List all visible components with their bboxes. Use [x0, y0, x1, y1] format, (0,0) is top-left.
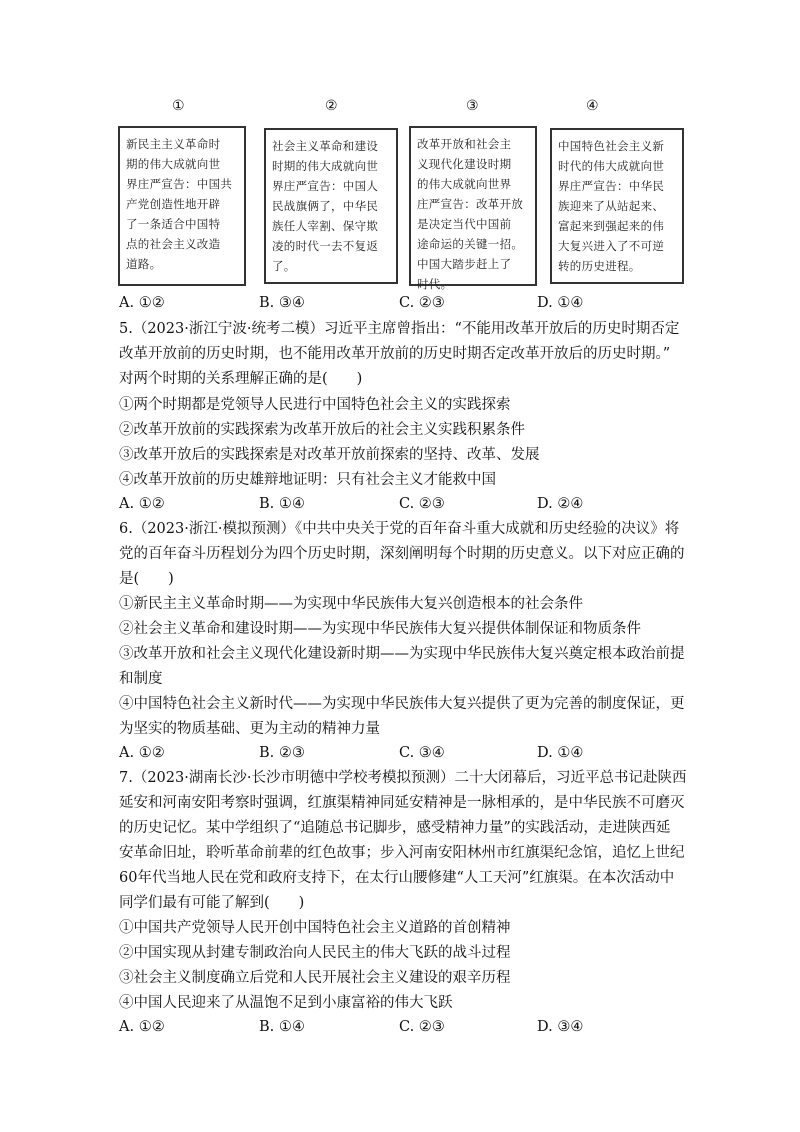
box-line: 新民主主义革命时: [126, 137, 221, 151]
box-line: 改革开放和社会主: [417, 137, 512, 151]
q7-option-c[interactable]: C. ②③: [399, 1019, 445, 1035]
q4-option-c[interactable]: C. ②③: [399, 295, 445, 311]
box-line: 了。: [272, 259, 296, 273]
box-line: 富起来到强起来的伟: [558, 219, 665, 233]
box-line: 界庄严宣告：中国人: [272, 179, 379, 193]
box-line: 的伟大成就向世界: [417, 177, 512, 191]
q7-option-d[interactable]: D. ③④: [537, 1019, 584, 1035]
box-line: 庄严宣告：改革开放: [417, 197, 524, 211]
q6-stem-line: 党的百年奋斗历程划分为四个历史时期，深刻阐明每个时期的历史意义。以下对应正确的: [119, 546, 685, 562]
q6-option-d[interactable]: D. ①④: [537, 745, 584, 761]
q7-statement: ③社会主义制度确立后党和人民开展社会主义建设的艰辛历程: [119, 970, 511, 986]
figure-label-1: ①: [172, 98, 185, 114]
q7-stem-line: 60年代当地人民在党和政府支持下，在太行山腰修建“人工天河”红旗渠。在本次活动中: [119, 870, 675, 886]
box-line: 期的伟大成就向世: [126, 157, 221, 171]
q5-option-a[interactable]: A. ①②: [119, 496, 165, 512]
box-line: 中国大踏步赶上了: [417, 257, 512, 271]
q7-option-b[interactable]: B. ①④: [259, 1019, 305, 1035]
box-line: 了一条适合中国特: [126, 217, 221, 231]
q7-option-a[interactable]: A. ①②: [119, 1019, 165, 1035]
q4-options: [119, 292, 719, 314]
q7-statement: ①中国共产党领导人民开创中国特色社会主义道路的首创精神: [119, 920, 511, 936]
q6-statement: 和制度: [119, 671, 163, 687]
q6-option-c[interactable]: C. ③④: [399, 745, 445, 761]
q5-option-b[interactable]: B. ①④: [259, 496, 305, 512]
q5-option-d[interactable]: D. ②④: [537, 496, 584, 512]
q6-statement: ④中国特色社会主义新时代——为实现中华民族伟大复兴提供了更为完善的制度保证，更: [119, 696, 685, 712]
box-line: 时代的伟大成就向世: [558, 159, 665, 173]
q5-options: [119, 493, 719, 515]
q6-options: [119, 742, 719, 764]
q5-stem-line: 5.（2023·浙江宁波·统考二模）习近平主席曾指出：“不能用改革开放后的历史时期否定: [119, 321, 680, 337]
figure-box-3: [409, 126, 537, 291]
q6-option-a[interactable]: A. ①②: [119, 745, 165, 761]
q7-stem-line: 延安和河南安阳考察时强调，红旗渠精神同延安精神是一脉相承的，是中华民族不可磨灭: [119, 795, 685, 811]
box-line: 产党创造性地开辟: [126, 197, 221, 211]
q7-statement: ④中国人民迎来了从温饱不足到小康富裕的伟大飞跃: [119, 995, 453, 1011]
box-line: 凌的时代一去不复返: [272, 239, 379, 253]
q7-stem-line: 的历史记忆。某中学组织了“追随总书记脚步，感受精神力量”的实践活动，走进陕西延: [119, 820, 671, 836]
figure-box-2: [264, 128, 398, 284]
box-line: 是决定当代中国前: [417, 217, 512, 231]
box-line: 时期的伟大成就向世: [272, 159, 379, 173]
q5-stem-line: 对两个时期的关系理解正确的是( ): [119, 371, 363, 387]
box-line: 途命运的关键一招。: [417, 237, 524, 251]
q7-options: [119, 1016, 719, 1038]
box-line: 族任人宰割、保守欺: [272, 219, 379, 233]
q6-statement: ①新民主主义革命时期——为实现中华民族伟大复兴创造根本的社会条件: [119, 596, 583, 612]
q7-stem-line: 7.（2023·湖南长沙·长沙市明德中学校考模拟预测）二十大闭幕后，习近平总书记赴陕西: [119, 770, 687, 786]
q4-option-b[interactable]: B. ③④: [259, 295, 305, 311]
q6-stem-line: 是( ): [119, 571, 174, 587]
box-line: 道路。: [126, 257, 162, 271]
box-line: 义现代化建设时期: [417, 157, 512, 171]
q5-statement: ④改革开放前的历史雄辩地证明：只有社会主义才能救中国: [119, 472, 496, 488]
q7-stem-line: 同学们最有可能了解到( ): [119, 895, 305, 911]
box-line: 社会主义革命和建设: [272, 139, 379, 153]
figure-label-2: ②: [325, 98, 338, 114]
q5-option-c[interactable]: C. ②③: [399, 496, 445, 512]
box-line: 民战旗俩了，中华民: [272, 199, 379, 213]
box-line: 转的历史进程。: [558, 259, 641, 273]
q4-option-d[interactable]: D. ①④: [537, 295, 584, 311]
q6-statement: ②社会主义革命和建设时期——为实现中华民族伟大复兴提供体制保证和物质条件: [119, 621, 641, 637]
figure-box-4: [550, 128, 684, 284]
q6-statement: 为坚实的物质基础、更为主动的精神力量: [119, 721, 380, 737]
figure-label-4: ④: [586, 98, 599, 114]
q6-statement: ③改革开放和社会主义现代化建设新时期——为实现中华民族伟大复兴奠定根本政治前提: [119, 646, 685, 662]
q5-statement: ②改革开放前的实践探索为改革开放后的社会主义实践积累条件: [119, 422, 525, 438]
box-line: 时代。: [417, 277, 453, 291]
q7-statement: ②中国实现从封建专制政治向人民民主的伟大飞跃的战斗过程: [119, 945, 511, 961]
q6-option-b[interactable]: B. ②③: [259, 745, 305, 761]
q7-stem-line: 安革命旧址，聆听革命前辈的红色故事；步入河南安阳林州市红旗渠纪念馆，追忆上世纪: [119, 845, 685, 861]
q4-option-a[interactable]: A. ①②: [119, 295, 165, 311]
q5-stem-line: 改革开放前的历史时期，也不能用改革开放前的历史时期否定改革开放后的历史时期。”: [119, 346, 671, 362]
q5-statement: ③改革开放后的实践探索是对改革开放前探索的坚持、改革、发展: [119, 447, 540, 463]
box-line: 大复兴进入了不可逆: [558, 239, 665, 253]
box-line: 界庄严宣告：中华民: [558, 179, 665, 193]
figure-label-3: ③: [466, 98, 479, 114]
q6-stem-line: 6.（2023·浙江·模拟预测）《中共中央关于党的百年奋斗重大成就和历史经验的决议》将: [119, 521, 680, 537]
figure-box-1: [118, 126, 246, 286]
box-line: 点的社会主义改造: [126, 237, 221, 251]
box-line: 中国特色社会主义新: [558, 139, 665, 153]
q5-statement: ①两个时期都是党领导人民进行中国特色社会主义的实践探索: [119, 397, 511, 413]
box-line: 族迎来了从站起来、: [558, 199, 665, 213]
box-line: 界庄严宣告：中国共: [126, 177, 233, 191]
